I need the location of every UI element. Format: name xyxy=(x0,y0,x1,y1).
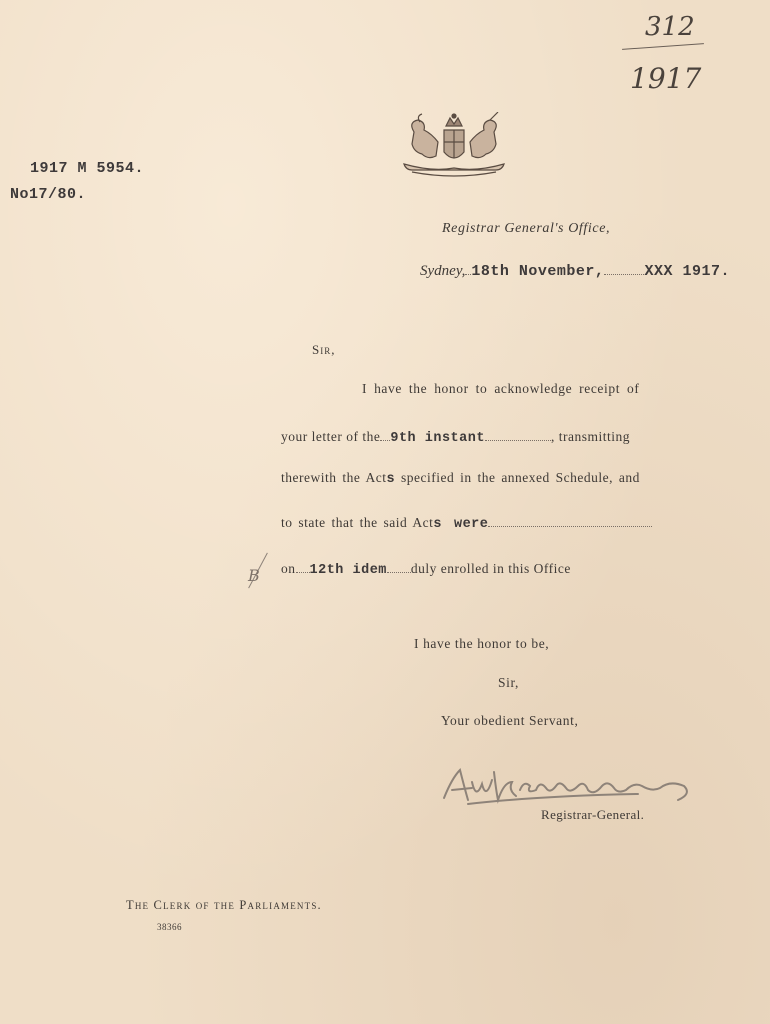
salutation: Sir, xyxy=(312,342,336,357)
acts-suffix: s xyxy=(386,472,396,487)
signature-icon xyxy=(438,760,700,810)
acts-plural: s xyxy=(433,517,442,532)
closing-line-2: Sir, xyxy=(498,675,519,690)
addressee: The Clerk of the Parliaments. xyxy=(126,898,322,912)
office-name: Registrar General's Office, xyxy=(442,221,611,236)
closing-line-3: Your obedient Servant, xyxy=(441,713,579,728)
signatory-title: Registrar-General. xyxy=(541,807,645,822)
body-line-1: I have the honor to acknowledge receipt of xyxy=(362,381,640,396)
handwritten-year: 1917 xyxy=(630,62,702,95)
city: Sydney, xyxy=(420,263,466,279)
coat-of-arms-icon xyxy=(392,112,516,178)
body-line-4-start: to state that the said Act xyxy=(281,515,434,530)
reference-number: No17/80. xyxy=(10,186,87,203)
enrol-date: 12th idem xyxy=(309,563,387,578)
body-line-2-end: , transmitting xyxy=(550,429,630,444)
body-line-5-end: duly enrolled in this Office xyxy=(410,561,571,576)
pencil-annotation: B xyxy=(248,566,260,585)
body-line-5 xyxy=(281,558,571,578)
closing-line-1: I have the honor to be, xyxy=(414,636,550,651)
body-line-4 xyxy=(281,512,652,532)
handwritten-number: 312 xyxy=(645,12,695,42)
form-number: 38366 xyxy=(157,922,182,932)
year-value: XXX 1917. xyxy=(644,263,730,280)
body-line-3 xyxy=(281,470,640,487)
body-line-3-end: specified in the annexed Schedule, and xyxy=(395,470,640,485)
handwritten-underline xyxy=(622,43,704,50)
date-line xyxy=(420,260,730,280)
body-line-2 xyxy=(281,426,630,446)
file-number: 1917 M 5954. xyxy=(30,160,145,177)
date-value: 18th November, xyxy=(471,263,605,280)
body-line-3-start: therewith the Act xyxy=(281,470,387,485)
were-word: were xyxy=(453,517,489,532)
body-line-5-start: on xyxy=(281,561,296,576)
letter-date: 9th instant xyxy=(390,431,485,446)
body-line-2-start: your letter of the xyxy=(281,429,381,444)
